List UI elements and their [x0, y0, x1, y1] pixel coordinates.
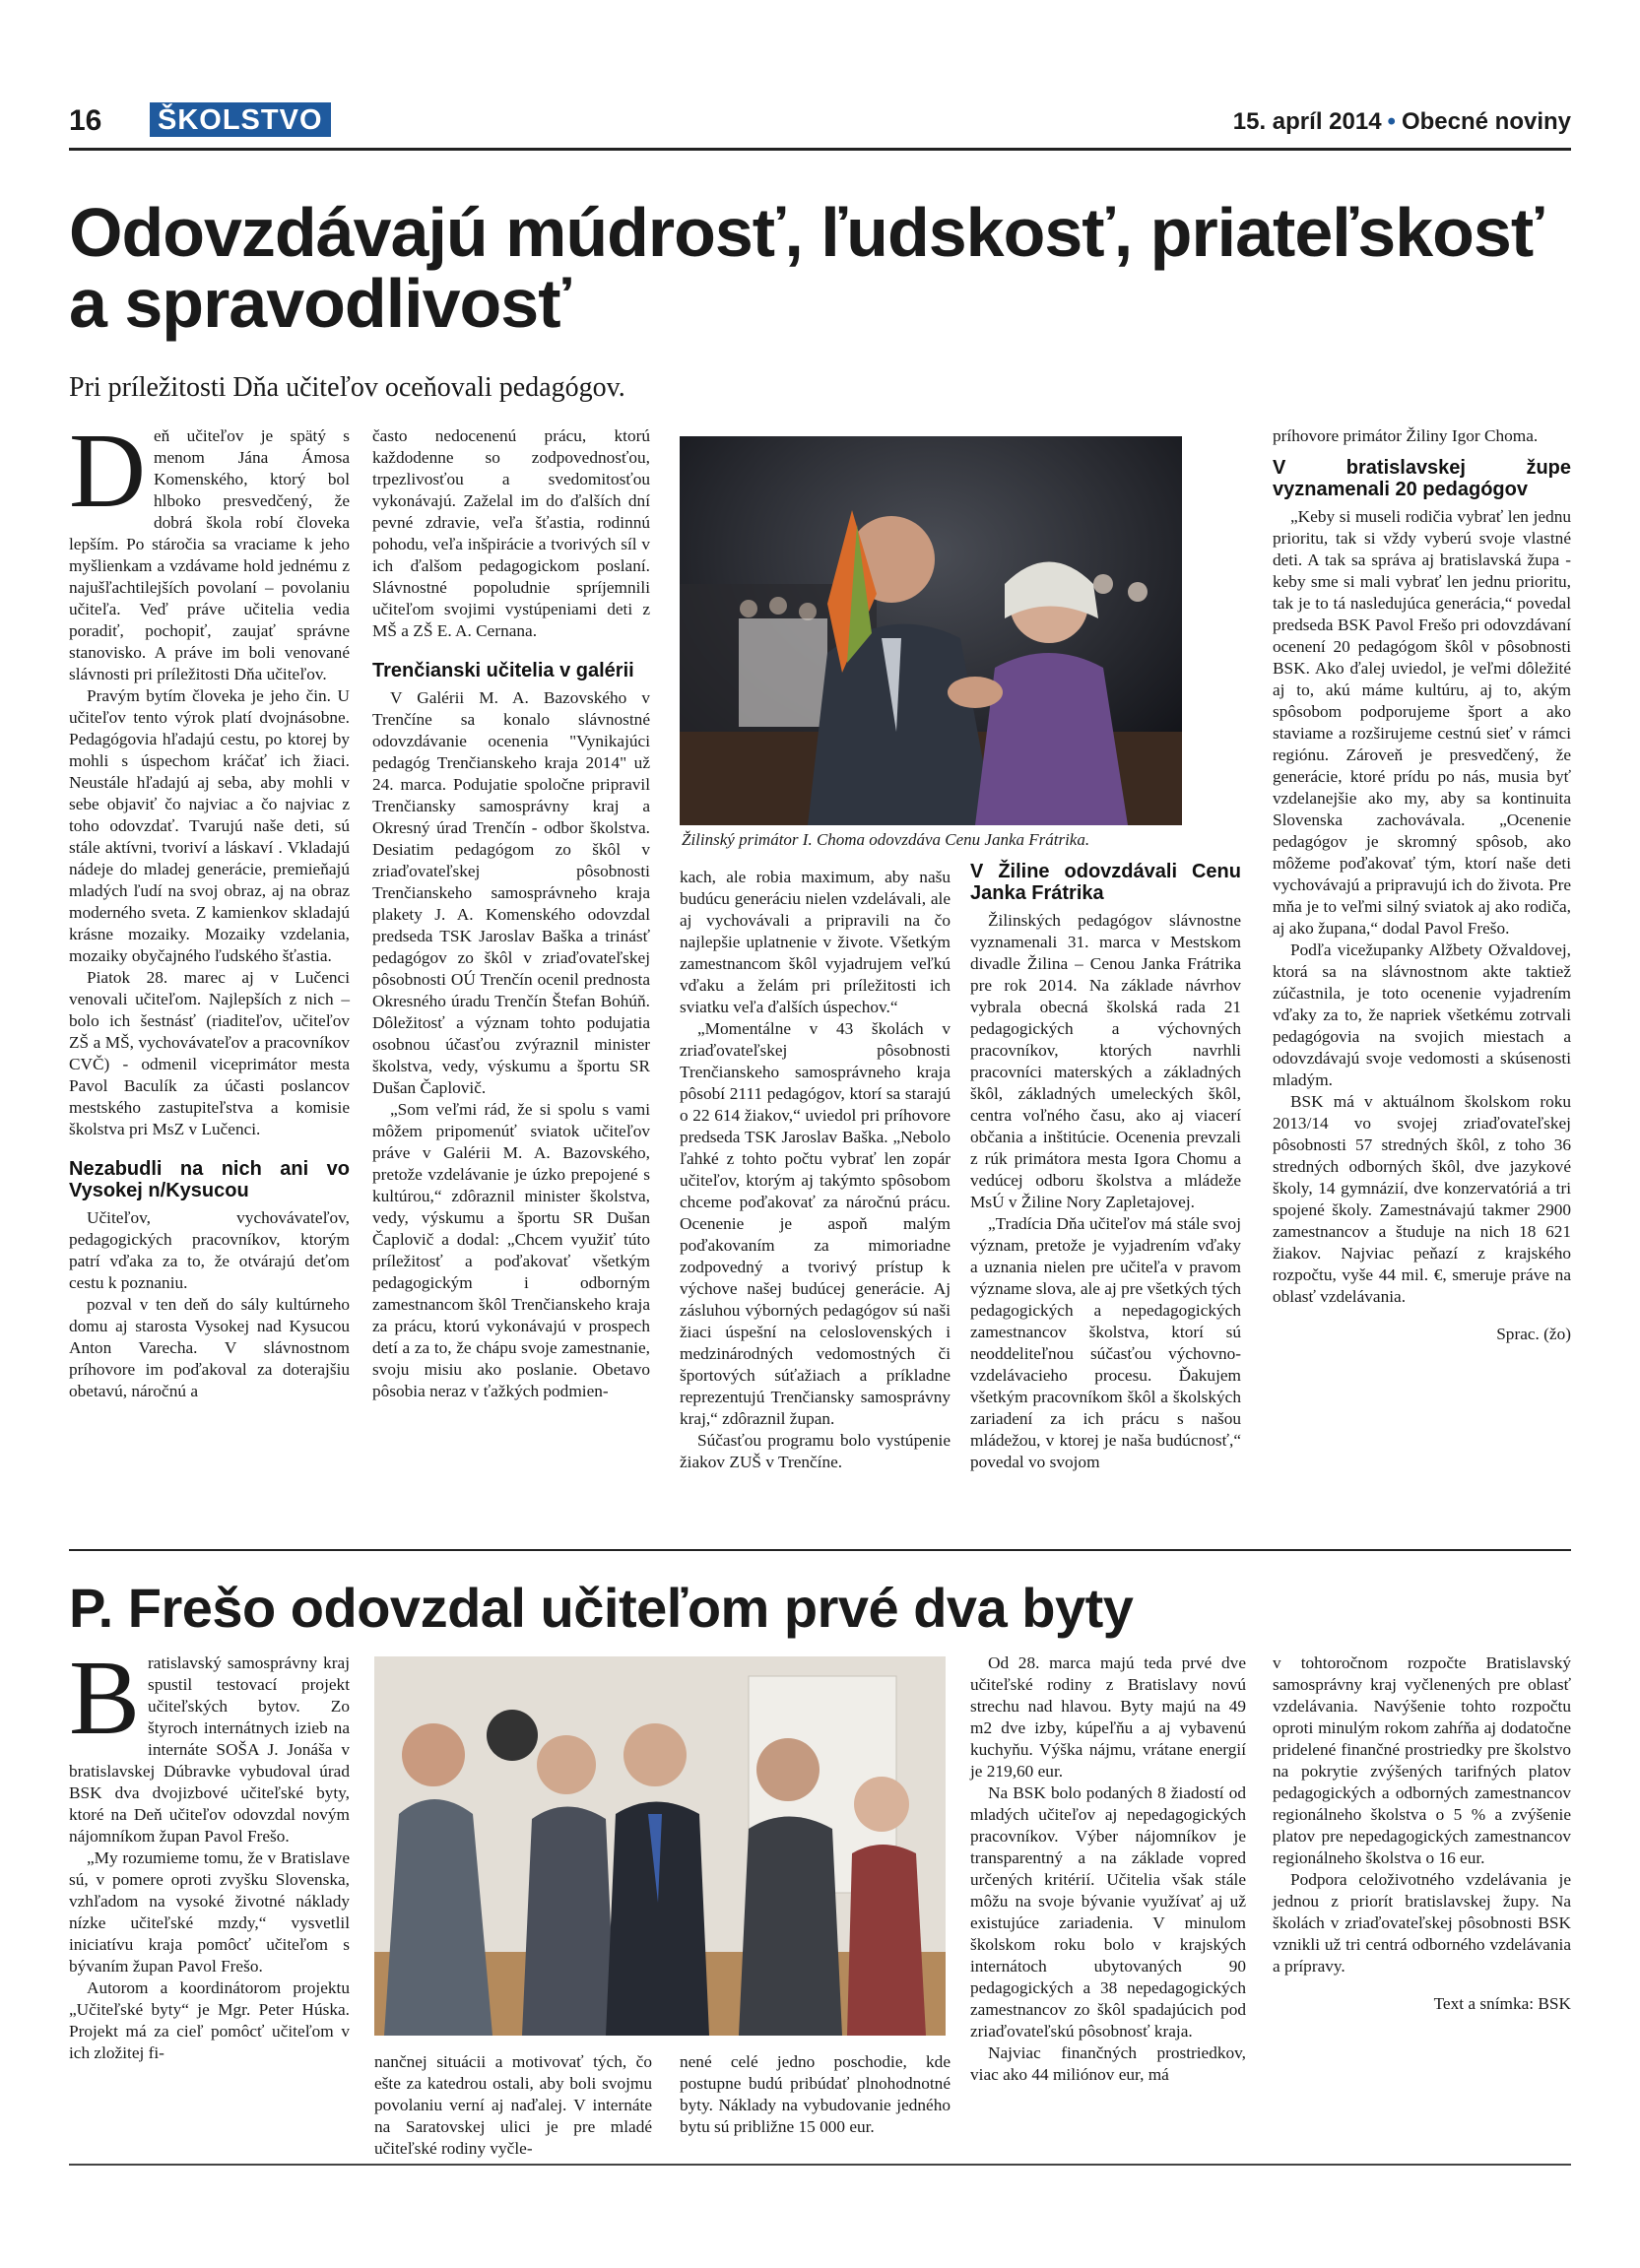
paragraph: nené celé jedno poschodie, kde postupne budú pribúdať plnohodnotné byty. Náklady na vybudovanie jedného bytu sú približne 15 000 eur. [680, 2052, 951, 2136]
paragraph: Pravým bytím človeka je jeho čin. U učiteľov tento výrok platí dvojnásobne. Pedagógovia hľadajú cestu, po ktorej by mohli s úspechom kráčať ich žiaci. Neustále hľadajú aj seba, aby mohli v sebe objaviť čo najviac a čo najviac z toho odovzdať. Tvarujú naše deti, sú stále aktívni, tvoriví a láskaví . Vkladajú nádeje do mladej generácie, premieňajú mladých ľudí na svoj obraz, aj na obraz moderného sveta. Z kamienkov skladajú krásne mozaiky. Mozaiky vzdelania, mozaiky obyčajného ľudského šťastia. [69, 686, 350, 965]
paragraph: Podľa vicežupanky Alžbety Ožvaldovej, ktorá sa na slávnostnom akte taktiež zúčastnila, je toto ocenenie vyjadrením vďaky za to, že napriek všetkému zotrvali pedagógovia na svojich miestach a odovzdávajú svoje vedomosti a skúsenosti mladým. [1273, 940, 1571, 1089]
section-label: ŠKOLSTVO [150, 102, 331, 137]
article1-column-4 [970, 849, 1241, 1473]
page-number: 16 [69, 104, 102, 137]
footer-rule [69, 2164, 1571, 2166]
paragraph: Podpora celoživotného vzdelávania je jednou z priorít bratislavskej župy. Na školách v zriaďovateľskej pôsobnosti BSK vznikli už tri centrá odborného vzdelávania a prípravy. [1273, 1870, 1571, 1976]
apartment-handover-photo [374, 1656, 946, 2036]
paragraph: Učiteľov, vychovávateľov, pedagogických pracovníkov, ktorým patrí vďaka za to, že otvárajú deťom cestu k poznaniu. [69, 1208, 350, 1292]
author-signature: Text a snímka: BSK [1433, 1994, 1571, 2013]
paragraph: Súčasťou programu bolo vystúpenie žiakov ZUŠ v Trenčíne. [680, 1431, 951, 1471]
paragraph: v tohtoročnom rozpočte Bratislavský samosprávny kraj vyčlenených pre oblasť vzdelávania. Navýšenie tohto rozpočtu oproti minulým rokom zahŕňa aj dodatočne pridelené finančné prostriedky pre školstvo na pokrytie zvýšených tarifných platov pedagogických a odborných zamestnancov regionálneho školstva o 5 % a zvýšenie platov pre nepedagogických zamestnancov regionálneho školstva o 16 eur. [1273, 1653, 1571, 1867]
article1-column-5 [1273, 425, 1571, 1345]
publication-name: Obecné noviny [1401, 108, 1571, 135]
paragraph: nančnej situácii a motivovať tých, čo ešte za katedrou ostali, aby boli svojmu povolaniu verní aj naďalej. V internáte na Saratovskej ulici je pre mladé učiteľské rodiny vyčle- [374, 2052, 652, 2158]
article1-column-1 [69, 413, 350, 1402]
apartment-handover-image [374, 1656, 946, 2036]
article1-headline: Odovzdávajú múdrosť, ľudskosť, priateľskosť a spravodlivosť [69, 194, 1543, 342]
author-signature: Sprac. (žo) [1496, 1325, 1571, 1343]
paragraph: Žilinských pedagógov slávnostne vyznamenali 31. marca v Mestskom divadle Žilina – Cenou Janka Frátrika pre rok 2014. Na základe návrhov vybrala obecná školská rada 21 pedagogických a výchovných pracovníkov, ktorých navrhli pracovníci materských a základných škôl, základných umeleckých škôl, centra voľného času, ako aj viacerí občania a inštitúcie. Ocenenia prevzali z rúk primátora mesta Igora Chomu a vedúcej odboru školstva a mládeže MsÚ v Žiline Nory Zapletajovej. [970, 911, 1241, 1211]
paragraph: „Momentálne v 43 školách v zriaďovateľskej pôsobnosti Trenčianskeho samosprávneho kraja pôsobí 2111 pedagógov, ktorí sa starajú o 22 614 žiakov,“ uviedol pri príhovore predseda TSK Jaroslav Baška. „Nebolo ľahké z tohto počtu vybrať len zopár učiteľov, ktorým aj takýmto spôsobom chceme poďakovať za náročnú prácu. Ocenenie je aspoň malým poďakovaním za mimoriadne zodpovedný a tvorivý prístup k výchove našej budúcej generácie. Aj zásluhou výborných pedagógov sú naši žiaci úspešní na celoslovenských i medzinárodných vedomostných či športových súťažiach a príkladne reprezentujú Trenčiansky samosprávny kraj,“ zdôraznil župan. [680, 1019, 951, 1428]
subheading: Nezabudli na nich ani vo Vysokej n/Kysucou [69, 1158, 350, 1201]
paragraph: „My rozumieme tomu, že v Bratislave sú, v pomere oproti zvyšku Slovenska, vzhľadom na vysoké životné náklady nízke učiteľské mzdy,“ vysvetlil iniciatívu kraja pomôcť učiteľom s bývaním župan Pavol Frešo. [69, 1848, 350, 1976]
subheading: V Žiline odovzdávali Cenu Janka Frátrika [970, 861, 1241, 904]
paragraph: eň učiteľov je spätý s menom Jána Ámosa Komenského, ktorý bol hlboko presvedčený, že dobrá škola robí človeka lepším. Po stáročia sa vraciame k jeho myšlienkam a vzdávame hold jednému z najušľachtilejších povolaní – povolaniu učiteľa. Veď práve učitelia vedia poradiť, pochopiť, zaujať správne stanovisko. A práve im boli venované slávnosti pri príležitosti Dňa učiteľov. [69, 426, 350, 683]
award-ceremony-image [680, 436, 1182, 825]
paragraph: „Tradícia Dňa učiteľov má stále svoj význam, pretože je vyjadrením vďaky a uznania nielen pre učiteľa v pravom význame slova, ale aj pre všetkých tých pedagogických a nepedagogických zamestnancov školstva, ktorí sú neoddeliteľnou súčasťou výchovno-vzdelávacieho procesu. Ďakujem všetkým pracovníkom škôl a školských zariadení za ich prácu s našou mládežou, v ktorej je naša budúcnosť,“ povedal vo svojom [970, 1214, 1241, 1471]
paragraph: Na BSK bolo podaných 8 žiadostí od mladých učiteľov aj nepedagogických pracovníkov. Výber nájomníkov je transparentný a na základe vopred určených kritérií. Učitelia však stále môžu na svoje bývanie využívať aj už existujúce zariadenia. V minulom školskom roku bolo v krajských internátoch ubytovaných 90 pedagogických a 38 nepedagogických zamestnancov zo škôl spadajúcich pod zriaďovateľskú pôsobnosť kraja. [970, 1783, 1246, 2041]
article-separator [69, 1549, 1571, 1551]
article2-column-3 [680, 2051, 951, 2138]
subheading: Trenčianski učitelia v galérii [372, 660, 634, 681]
article1-deck: Pri príležitosti Dňa učiteľov oceňovali pedagógov. [69, 372, 625, 403]
paragraph: Od 28. marca majú teda prvé dve učiteľské rodiny z Bratislavy novú strechu nad hlavou. Byty majú na 49 m2 dve izby, kúpeľňu a aj vybavenú kuchyňu. Výška nájmu, vrátane energií je 219,60 eur. [970, 1653, 1246, 1781]
award-ceremony-photo [680, 436, 1182, 825]
drop-cap: D [69, 413, 146, 530]
article2-column-4 [970, 1652, 1246, 2086]
paragraph: často nedocenenú prácu, ktorú každodenne so zodpovednosťou, trpezlivosťou a svedomitosťou vykonávajú. Zaželal im do ďalších dní pevné zdravie, veľa šťastia, rodinnú pohodu, veľa inšpirácie a tvorivých síl v ich ďalšom pedagogickom poslaní. Slávnostné popoludnie spríjemnili učiteľom svojimi vystúpeniami deti z MŠ a ZŠ E. A. Cernana. [372, 426, 650, 640]
paragraph: Autorom a koordinátorom projektu „Učiteľské byty“ je Mgr. Peter Húska. Projekt má za cieľ pomôcť učiteľom v ich zložitej fi- [69, 1978, 350, 2062]
paragraph: „Som veľmi rád, že si spolu s vami môžem pripomenúť sviatok učiteľov práve v Galérii M. A. Bazovského, pretože vzdelávanie je úzko prepojené s kultúrou,“ zdôraznil minister školstva, vedy, výskumu a športu SR Dušan Čaplovič a dodal: „Chcem využiť túto príležitosť a poďakovať všetkým pedagogickým i odborným zamestnancom škôl Trenčianskeho kraja za prácu, ktorú vykonávajú v prospech detí a za to, že chápu svoje zamestnanie, svoju misiu ako poslanie. Obetavo pôsobia neraz v ťažkých podmien- [372, 1100, 650, 1400]
article1-column-2 [372, 425, 650, 1402]
paragraph: pozval v ten deň do sály kultúrneho domu aj starosta Vysokej nad Kysucou Anton Varecha. V slávnostnom príhovore im poďakoval za doterajšiu obetavú, náročnú a [69, 1295, 350, 1400]
article2-column-2 [374, 2051, 652, 2160]
article2-column-5 [1273, 1652, 1571, 2015]
paragraph: Piatok 28. marec aj v Lučenci venovali učiteľom. Najlepších z nich – bolo ich šestnásť (riaditeľov, učiteľov ZŠ a MŠ, vychovávateľov a pracovníkov CVČ) - odmenil viceprimátor mesta Pavol Baculík za účasti poslancov mestského zastupiteľstva a komisie školstva pri MsZ v Lučenci. [69, 968, 350, 1138]
photo-caption: Žilinský primátor I. Choma odovzdáva Cenu Janka Frátrika. [682, 830, 1090, 849]
paragraph: „Keby si museli rodičia vybrať len jednu prioritu, tak si vždy vyberú svoje vlastné deti. A tak sa správa aj bratislavská župa - keby sme si mali vybrať len jednu prioritu, tak je to tá nasledujúca generácia,“ povedal predseda BSK Pavol Frešo pri odovzdávaní ocenení 20 pedagógom škôl v pôsobnosti BSK. Ako ďalej uviedol, je veľmi dôležité aj to, akú máme kultúru, aj to, akým spôsobom podporujeme šport a ako staviame a rozširujeme cestnú sieť v rámci regiónu. Zároveň je presvedčený, že generácie, ktoré prídu po nás, musia byť vzdelanejšie ako my, aby sa kontinuita Slovenska zachovávala. „Ocenenie pedagógov je skromný spôsob, ako môžeme poďakovať tým, ktorí naše deti vychovávajú a pripravujú ich do života. Pre mňa je to veľmi silný sviatok aj ako rodiča, aj ako župana,“ dodal Pavol Frešo. [1273, 507, 1571, 938]
subheading: V bratislavskej župe vyznamenali 20 pedagógov [1273, 457, 1571, 500]
article2-column-1 [69, 1640, 350, 2064]
header-rule [69, 148, 1571, 151]
issue-date: 15. apríl 2014 [1232, 108, 1382, 135]
paragraph: Najviac finančných prostriedkov, viac ako 44 miliónov eur, má [970, 2043, 1246, 2084]
dateline [1233, 108, 1571, 136]
drop-cap: B [69, 1640, 141, 1757]
paragraph: BSK má v aktuálnom školskom roku 2013/14 vo svojej zriaďovateľskej pôsobnosti 57 stredných škôl, z toho 36 stredných odborných škôl, dve jazykové školy, 14 gymnázií, dve konzervatóriá a tri spojené školy. Zamestnávajú takmer 2900 zamestnancov a študuje na nich 18 621 žiakov. Najviac peňazí z krajského rozpočtu, vyše 44 mil. €, smeruje práve na oblasť vzdelávania. [1273, 1092, 1571, 1306]
paragraph: V Galérii M. A. Bazovského v Trenčíne sa konalo slávnostné odovzdávanie ocenenia "Vynikajúci pedagóg Trenčianskeho kraja 2014" už 24. marca. Podujatie spoločne pripravil Trenčiansky samosprávny kraj a Okresný úrad Trenčín - odbor školstva. Desiatim pedagógom zo škôl v zriaďovateľskej pôsobnosti Trenčianskeho samosprávneho kraja plakety J. A. Komenského odovzdal predseda TSK Jaroslav Baška a trinásť pedagógov zo škôl v zriaďovateľskej pôsobnosti OÚ Trenčín ocenil prednosta Okresného úradu Trenčín Štefan Bohúň. Dôležitosť a význam tohto podujatia osobnou účasťou zvýraznil minister školstva, vedy, výskumu a športu SR Dušan Čaplovič. [372, 688, 650, 1097]
paragraph: ratislavský samosprávny kraj spustil testovací projekt učiteľských bytov. Zo štyroch internátnych izieb na internáte SOŠA J. Jonáša v bratislavskej Dúbravke vybudoval úrad BSK dva dvojizbové učiteľské byty, ktoré na Deň učiteľov odovzdal novým nájomníkom župan Pavol Frešo. [69, 1653, 350, 1846]
paragraph: príhovore primátor Žiliny Igor Choma. [1273, 426, 1539, 445]
article2-headline: P. Frešo odovzdal učiteľom prvé dva byty [69, 1577, 1134, 1639]
article1-column-3 [680, 867, 951, 1473]
dateline-separator: • [1387, 108, 1396, 135]
paragraph: kach, ale robia maximum, aby našu budúcu generáciu nielen vzdelávali, ale aj vychovávali a pripravili na čo najlepšie uplatnenie v živote. Všetkým zamestnancom škôl vyjadrujem veľkú vďaku a želám pri príležitosti ich sviatku veľa ďalších úspechov.“ [680, 868, 951, 1016]
